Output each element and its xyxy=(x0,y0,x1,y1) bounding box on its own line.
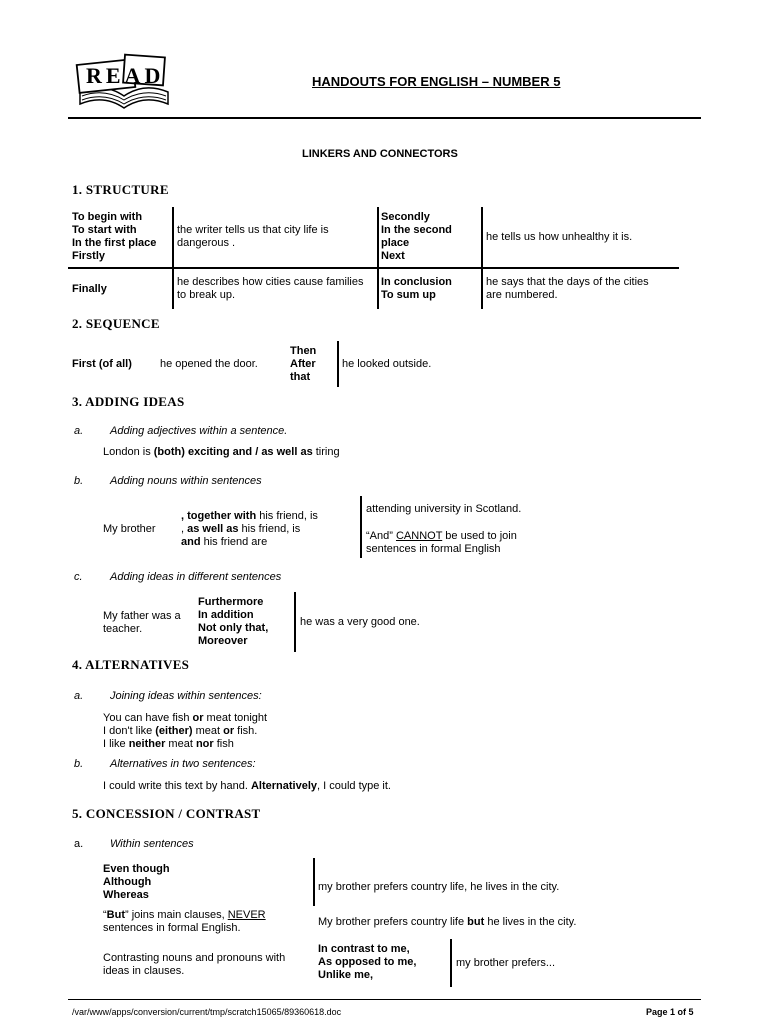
alt-examples: You can have fish or meat tonight I don't like (either) meat or fish. I like neither meat nor fish xyxy=(103,712,268,750)
even-though-list: Even though Although Whereas xyxy=(103,863,170,901)
contrasting-note: Contrasting nouns and pronouns with ideas in clauses. xyxy=(103,952,286,977)
brother-label: My brother xyxy=(103,523,156,535)
footer-page: Page 1 of 5 xyxy=(646,1007,694,1017)
page-title: HANDOUTS FOR ENGLISH – NUMBER 5 xyxy=(312,74,561,89)
prefers-text: my brother prefers... xyxy=(456,957,556,969)
header-rule xyxy=(68,117,701,119)
sequence-then: Then After that xyxy=(290,345,317,383)
section-heading-sequence: 2. SEQUENCE xyxy=(72,316,160,331)
concession-a-text: Within sentences xyxy=(110,838,194,850)
london-sentence: London is (both) exciting and / as well as tiring xyxy=(103,446,340,458)
section-heading-concession: 5. CONCESSION / CONTRAST xyxy=(72,806,261,821)
section-heading-structure: 1. STRUCTURE xyxy=(72,182,169,197)
adding-c-text: Adding ideas in different sentences xyxy=(110,571,282,583)
attending-text: attending university in Scotland. xyxy=(366,503,522,515)
sequence-outside: he looked outside. xyxy=(342,358,432,370)
doc-title: LINKERS AND CONNECTORS xyxy=(302,148,458,160)
furthermore-list: Furthermore In addition Not only that, Moreover xyxy=(198,596,269,647)
alt-sentence: I could write this text by hand. Alternatively, I could type it. xyxy=(103,780,391,792)
structure-r1-c4: he tells us how unhealthy it is. xyxy=(486,231,633,243)
contrast-list: In contrast to me, As opposed to me, Unlike me, xyxy=(318,943,417,981)
alt-a-text: Joining ideas within sentences: xyxy=(110,690,262,702)
structure-r1-c3: Secondly In the second place Next xyxy=(381,211,452,262)
structure-r1-c1: To begin with To start with In the first place Firstly xyxy=(72,211,157,262)
country-sentence-2: My brother prefers country life but he lives in the city. xyxy=(318,916,577,928)
adding-a-text: Adding adjectives within a sentence. xyxy=(110,425,288,437)
structure-r2-c4: he says that the days of the cities are numbered. xyxy=(486,276,649,301)
structure-r2-c2: he describes how cities cause families to break up. xyxy=(177,276,364,301)
logo-text: READ xyxy=(86,63,165,88)
structure-r1-c2: the writer tells us that city life is dangerous . xyxy=(177,224,329,249)
but-note: “But” joins main clauses, NEVER sentences in formal English. xyxy=(103,909,266,934)
structure-r2-c3: In conclusion To sum up xyxy=(381,276,452,301)
good-text: he was a very good one. xyxy=(300,616,420,628)
adding-b-text: Adding nouns within sentences xyxy=(110,475,262,487)
sequence-door: he opened the door. xyxy=(160,358,258,370)
together-with-list: , together with his friend, is , as well as his friend, is and his friend are xyxy=(181,510,318,548)
footer-rule xyxy=(68,999,701,1000)
sequence-first: First (of all) xyxy=(72,358,132,370)
read-logo xyxy=(74,52,174,110)
and-note: “And” CANNOT be used to join sentences in formal English xyxy=(366,530,517,555)
footer-path: /var/www/apps/conversion/current/tmp/scratch15065/89360618.doc xyxy=(72,1007,342,1017)
alt-b-text: Alternatives in two sentences: xyxy=(110,758,256,770)
country-sentence-1: my brother prefers country life, he lives in the city. xyxy=(318,881,560,893)
father-text: My father was a teacher. xyxy=(103,610,181,635)
section-heading-adding: 3. ADDING IDEAS xyxy=(72,394,185,409)
structure-r2-c1: Finally xyxy=(72,283,107,295)
section-heading-alternatives: 4. ALTERNATIVES xyxy=(72,657,190,672)
